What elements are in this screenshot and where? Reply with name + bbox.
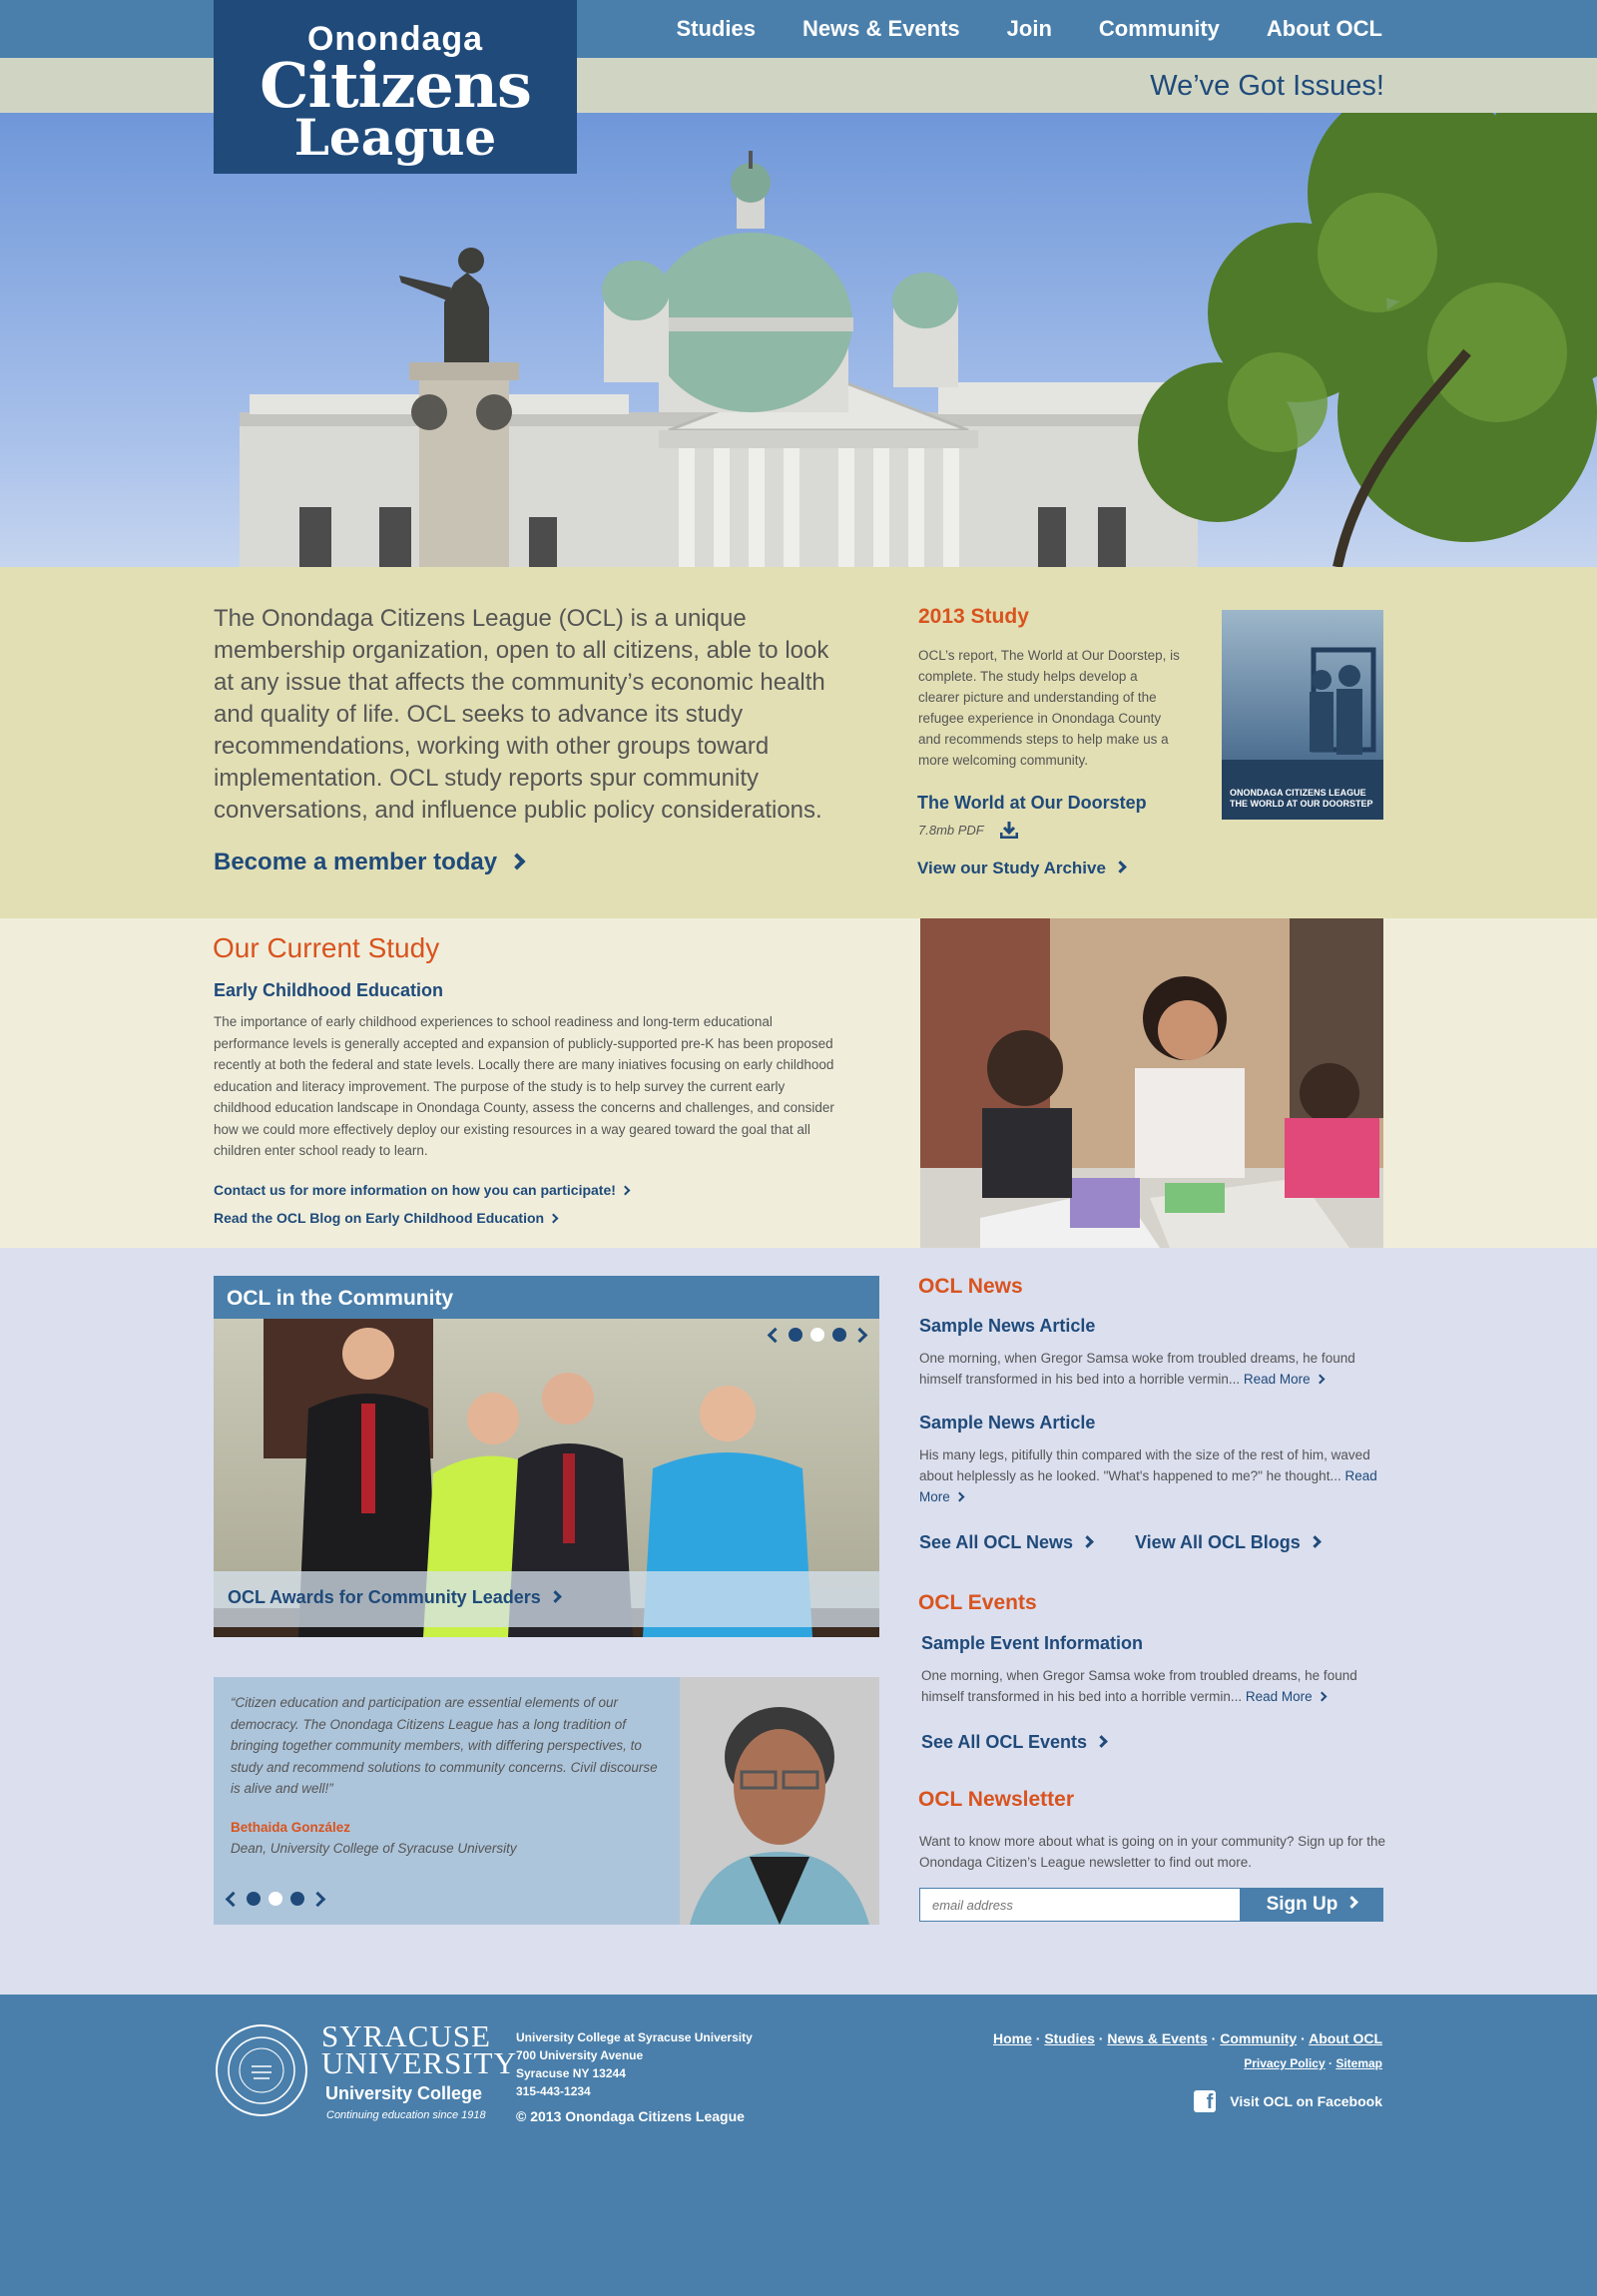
footer	[0, 1995, 1597, 2296]
footer-link-news-events[interactable]: News & Events	[1107, 2030, 1208, 2046]
hero-image	[0, 108, 1597, 567]
events-heading: OCL Events	[918, 1591, 1037, 1614]
footer-link-sitemap[interactable]: Sitemap	[1335, 2056, 1382, 2070]
become-member-label: Become a member today	[214, 849, 498, 875]
pdf-size: 7.8mb PDF	[918, 823, 984, 838]
classroom-photo-art	[920, 918, 1383, 1248]
logo-line2: Citizens	[260, 49, 531, 122]
tagline: We’ve Got Issues!	[1150, 70, 1384, 102]
community-caption: OCL Awards for Community Leaders	[228, 1587, 541, 1607]
news-article-body	[919, 1444, 1383, 1507]
footer-link-community[interactable]: Community	[1220, 2030, 1298, 2046]
nav-join[interactable]: Join	[1006, 16, 1052, 41]
download-icon[interactable]	[1000, 821, 1018, 839]
chevron-right-icon	[1317, 1691, 1327, 1701]
event-body	[921, 1665, 1385, 1707]
phone: 315-443-1234	[516, 2084, 591, 2098]
chevron-right-icon	[509, 853, 526, 869]
chevron-right-icon	[620, 1185, 630, 1195]
chevron-right-icon	[549, 1590, 562, 1603]
su-line2: UNIVERSITY	[321, 2045, 517, 2080]
footer-legal-nav: Privacy Policy · Sitemap	[1244, 2056, 1382, 2070]
chevron-right-icon	[1095, 1735, 1108, 1748]
blog-link[interactable]	[214, 1210, 557, 1226]
main-nav	[676, 0, 1382, 58]
event-text: One morning, when Gregor Samsa woke from troubled dreams, he found himself transformed in his bed into a horrible vermin...	[921, 1668, 1357, 1704]
read-more-link[interactable]	[1246, 1689, 1326, 1704]
next-arrow-icon[interactable]	[852, 1327, 868, 1343]
site-logo[interactable]	[214, 0, 577, 174]
news-article-body	[919, 1348, 1383, 1390]
address-line: University College at Syracuse University	[516, 2030, 753, 2044]
study-2013-title: 2013 Study	[918, 605, 1029, 628]
newsletter-body: Want to know more about what is going on in your community? Sign up for the Onondaga Citizen’s League newsletter to find out more.	[919, 1834, 1385, 1870]
slider-dot[interactable]	[832, 1328, 846, 1342]
news-article-title[interactable]: Sample News Article	[919, 1413, 1096, 1433]
nav-about[interactable]: About OCL	[1266, 16, 1382, 41]
view-all-blogs-link[interactable]	[1135, 1532, 1320, 1553]
prev-arrow-icon[interactable]	[226, 1891, 242, 1907]
testimonial-slider-dots	[228, 1892, 323, 1906]
community-photo	[214, 1319, 879, 1637]
news-heading: OCL News	[918, 1275, 1023, 1298]
chevron-right-icon	[1315, 1374, 1325, 1384]
chevron-right-icon	[549, 1213, 559, 1223]
see-all-news-link[interactable]	[919, 1532, 1092, 1553]
news-article-text: His many legs, pitifully thin compared with the size of the rest of him, waved about helplessly as he looked. "What's happened to me?" he thought...	[919, 1447, 1370, 1483]
news-article-title[interactable]: Sample News Article	[919, 1316, 1096, 1336]
facebook-icon: f	[1194, 2090, 1216, 2112]
community-slider	[214, 1276, 879, 1637]
current-study-subheading: Early Childhood Education	[214, 980, 444, 1000]
study-archive-label: View our Study Archive	[917, 859, 1106, 877]
read-more-link[interactable]	[1244, 1372, 1324, 1387]
current-study-heading: Our Current Study	[213, 932, 440, 963]
nav-studies[interactable]: Studies	[676, 16, 756, 41]
testimonial	[214, 1677, 879, 1925]
footer-nav: Home · Studies · News & Events · Community · About OCL	[992, 2030, 1382, 2046]
su-line1: SYRACUSE	[321, 2018, 491, 2053]
chevron-right-icon	[1081, 1535, 1094, 1548]
classroom-photo	[920, 918, 1383, 1248]
chevron-right-icon	[1114, 861, 1127, 873]
read-more-label: Read More	[1243, 1372, 1311, 1387]
slider-dot[interactable]	[789, 1328, 802, 1342]
current-study-body: The importance of early childhood experiences to school readiness and long-term educational performance levels is generally accepted and expansion of publicly-supported pre-K has been proposed recently at both the federal and state levels. Locally there are many iniatives focusing on early childhood education and literacy improvement. The purpose of the study is to help survey the current early childhood education landscape in Onondaga County, assess the concerns and challenges, and consider how we could more effectively deploy our existing resources in a way geared toward the goal that all children enter school ready to learn.	[214, 1014, 834, 1158]
slider-dot[interactable]	[290, 1892, 304, 1906]
blog-label: Read the OCL Blog on Early Childhood Education	[214, 1210, 545, 1226]
community-caption-link[interactable]	[214, 1571, 879, 1627]
slider-dot[interactable]	[247, 1892, 261, 1906]
chevron-right-icon	[954, 1491, 964, 1501]
current-study-section	[0, 918, 1597, 1248]
nav-community[interactable]: Community	[1098, 16, 1220, 41]
cover-line2: THE WORLD AT OUR DOORSTEP	[1230, 799, 1373, 809]
copyright: © 2013 Onondaga Citizens League	[516, 2108, 745, 2124]
community-heading: OCL in the Community	[214, 1276, 879, 1319]
footer-link-home[interactable]: Home	[992, 2030, 1032, 2046]
syracuse-wordmark[interactable]	[321, 2018, 517, 2080]
slider-dot-active[interactable]	[268, 1892, 282, 1906]
next-arrow-icon[interactable]	[310, 1891, 326, 1907]
event-title[interactable]: Sample Event Information	[921, 1633, 1144, 1653]
quote-text: “Citizen education and participation are essential elements of our democracy. The Onondaga Citizens League has a long tradition of bringing together community members, with differing perspectives, to study and recommend solutions to community concerns. Civil discourse is alive and well!”	[231, 1695, 658, 1796]
see-all-events-label: See All OCL Events	[921, 1732, 1088, 1752]
nav-news-events[interactable]: News & Events	[801, 16, 960, 41]
cover-line1: ONONDAGA CITIZENS LEAGUE	[1230, 788, 1366, 798]
study-archive-link[interactable]	[917, 859, 1125, 878]
quote-author-role: Dean, University College of Syracuse University	[231, 1841, 517, 1856]
courthouse-illustration	[0, 108, 1597, 567]
contact-link[interactable]	[214, 1182, 629, 1198]
read-more-label: Read More	[919, 1468, 1377, 1504]
intro-text: The Onondaga Citizens League (OCL) is a unique membership organization, open to all citizens, able to look at any issue that affects the community’s economic health and quality of life. OCL seeks to advance its study recommendations, working with other groups toward implementation. OCL study reports spur community conversations, and influence public policy considerations.	[214, 605, 829, 824]
email-input[interactable]	[919, 1888, 1241, 1922]
author-portrait-art	[680, 1677, 879, 1925]
syracuse-seal-icon	[214, 2022, 309, 2118]
logo-line1: Onondaga	[306, 20, 484, 58]
university-college-label: University College	[325, 2083, 483, 2103]
signup-button[interactable]	[1240, 1888, 1383, 1922]
quote-author: Bethaida González	[231, 1820, 351, 1835]
address-line: 700 University Avenue	[516, 2048, 644, 2062]
become-member-link[interactable]	[214, 849, 523, 876]
read-more-label: Read More	[1245, 1689, 1313, 1704]
prev-arrow-icon[interactable]	[768, 1327, 784, 1343]
view-all-blogs-label: View All OCL Blogs	[1135, 1532, 1301, 1552]
see-all-events-link[interactable]	[921, 1732, 1106, 1753]
author-portrait	[680, 1677, 879, 1925]
report-cover-image[interactable]	[1222, 610, 1383, 820]
chevron-right-icon	[1346, 1897, 1359, 1910]
report-link[interactable]: The World at Our Doorstep	[917, 793, 1147, 813]
newsletter-heading: OCL Newsletter	[918, 1788, 1074, 1811]
slider-dot-active[interactable]	[810, 1328, 824, 1342]
study-2013-body: OCL’s report, The World at Our Doorstep, is complete. The study helps develop a clearer picture and understanding of the refugee experience in Onondaga County and recommends steps to help make us a more welcoming community.	[918, 648, 1180, 768]
intro-section	[0, 567, 1597, 918]
facebook-link[interactable]	[1194, 2090, 1382, 2112]
news-article-text: One morning, when Gregor Samsa woke from troubled dreams, he found himself transformed in his bed into a horrible vermin...	[919, 1351, 1355, 1387]
address-line: Syracuse NY 13244	[516, 2066, 626, 2080]
chevron-right-icon	[1309, 1535, 1322, 1548]
footer-link-about[interactable]: About OCL	[1309, 2030, 1382, 2046]
footer-address	[516, 2028, 753, 2100]
facebook-label: Visit OCL on Facebook	[1230, 2093, 1382, 2109]
logo-line3: League	[293, 108, 497, 167]
see-all-news-label: See All OCL News	[919, 1532, 1074, 1552]
footer-link-privacy[interactable]: Privacy Policy	[1244, 2056, 1326, 2070]
su-tagline: Continuing education since 1918	[326, 2109, 486, 2121]
signup-label: Sign Up	[1266, 1894, 1338, 1915]
contact-label: Contact us for more information on how you can participate!	[214, 1182, 616, 1198]
community-slider-dots	[770, 1328, 865, 1342]
footer-link-studies[interactable]: Studies	[1044, 2030, 1095, 2046]
